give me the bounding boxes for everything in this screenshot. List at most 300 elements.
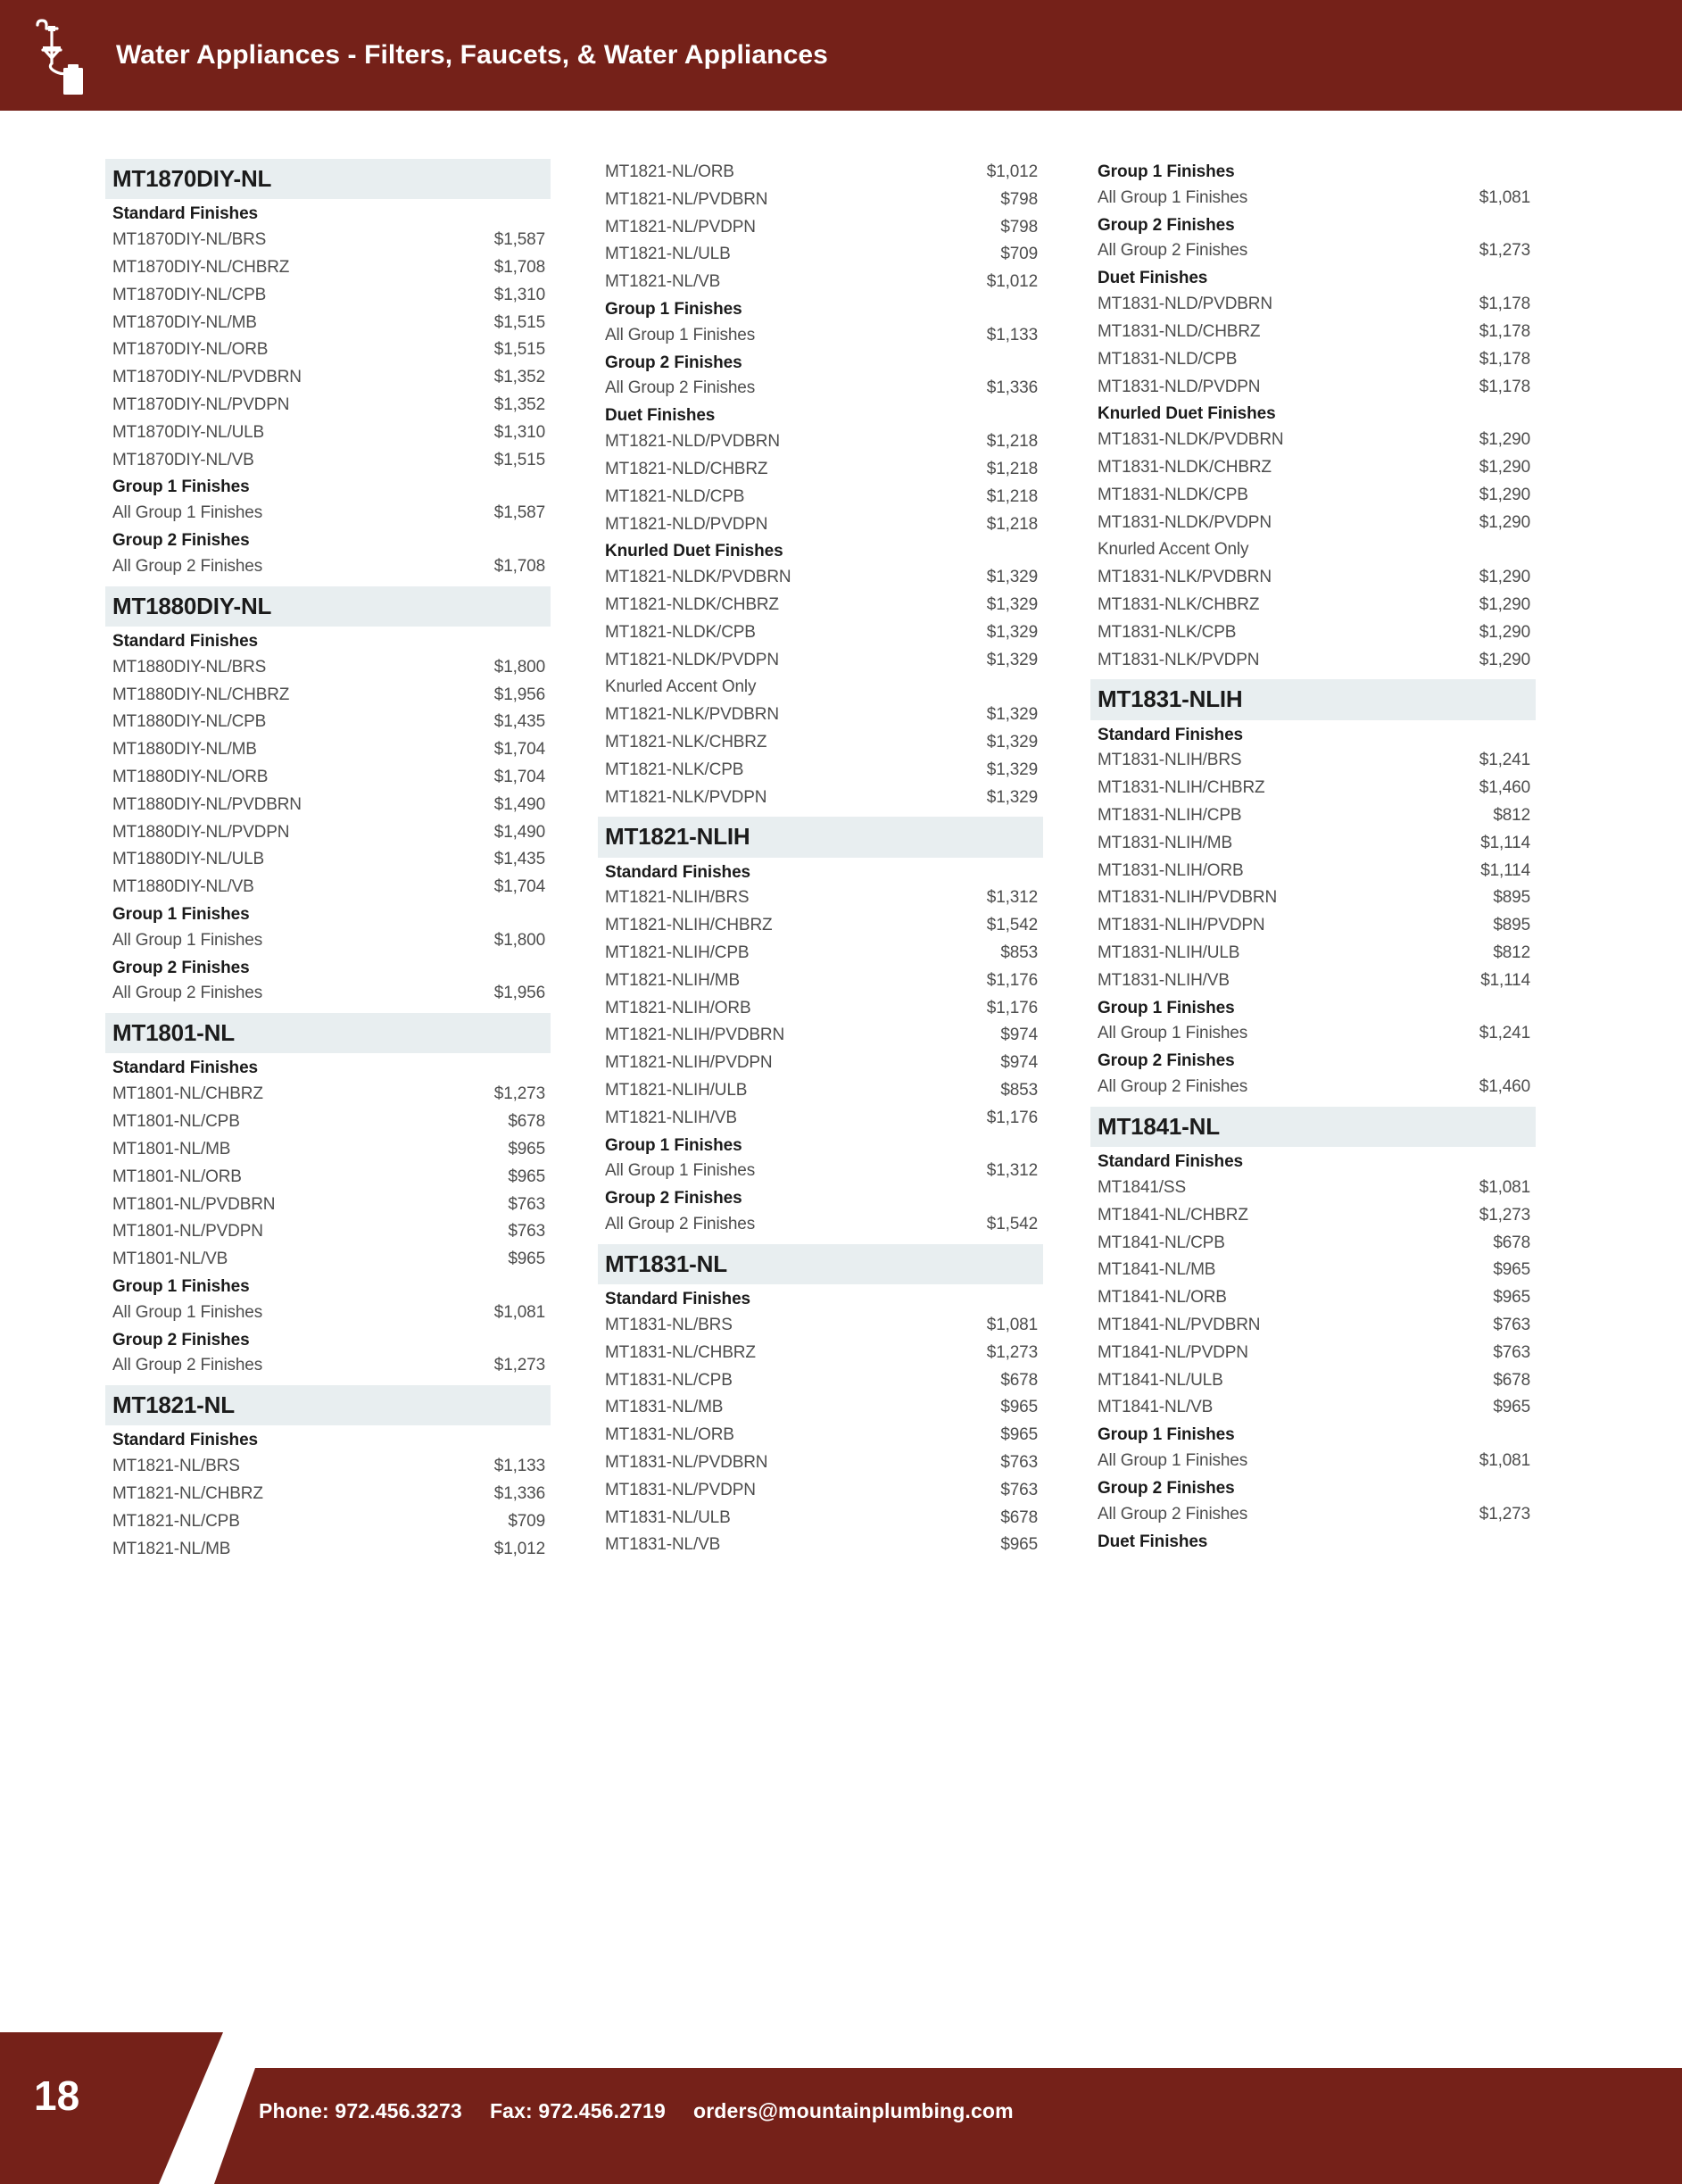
product-price: $1,587 <box>493 230 545 250</box>
product-price: $1,460 <box>1479 778 1530 798</box>
price-row <box>1090 510 1536 537</box>
price-row <box>105 254 551 282</box>
product-sku: MT1831-NLIH/CHBRZ <box>1098 778 1265 798</box>
price-row <box>105 1109 551 1136</box>
product-price: $1,956 <box>493 984 545 1003</box>
price-row <box>1090 427 1536 454</box>
product-sku: MT1831-NL/PVDPN <box>605 1480 756 1499</box>
product-sku: MT1831-NLIH/PVDBRN <box>1098 888 1278 908</box>
price-column-3-inner <box>1090 159 1536 2055</box>
product-sku: MT1821-NL/ORB <box>605 162 734 181</box>
price-row <box>598 757 1043 785</box>
price-row <box>598 1158 1043 1185</box>
product-sku: MT1831-NL/BRS <box>605 1316 733 1335</box>
price-row <box>598 456 1043 484</box>
product-price: $853 <box>1000 943 1038 963</box>
finish-group-header: Group 2 Finishes <box>112 1330 250 1349</box>
price-row <box>598 729 1043 757</box>
product-price: $798 <box>1000 189 1038 209</box>
product-sku: MT1841-NL/PVDPN <box>1098 1342 1248 1362</box>
price-row <box>105 1300 551 1327</box>
product-price: $678 <box>1493 1370 1530 1390</box>
product-sku: MT1831-NLK/PVDPN <box>1098 650 1260 669</box>
product-sku: MT1821-NLDK/CHBRZ <box>605 594 779 614</box>
product-sku: MT1801-NL/CPB <box>112 1112 240 1132</box>
product-price: $1,012 <box>986 272 1038 292</box>
product-price: $1,273 <box>1479 1205 1530 1225</box>
product-price: $1,290 <box>1479 430 1530 450</box>
price-row <box>1090 482 1536 510</box>
product-sku: MT1880DIY-NL/CPB <box>112 712 267 732</box>
price-row <box>1090 319 1536 346</box>
finish-group-header: Group 2 Finishes <box>112 958 250 977</box>
product-sku: All Group 1 Finishes <box>1098 1024 1248 1043</box>
product-sku: MT1841-NL/MB <box>1098 1260 1216 1280</box>
price-row <box>1090 1202 1536 1230</box>
price-row <box>105 336 551 364</box>
price-row <box>1090 237 1536 265</box>
price-row <box>105 419 551 447</box>
price-row <box>598 322 1043 350</box>
product-price: $1,460 <box>1479 1077 1530 1097</box>
product-sku: MT1821-NLD/PVDPN <box>605 514 768 534</box>
product-sku: MT1831-NL/CPB <box>605 1370 733 1390</box>
model-section-header: MT1821-NL <box>105 1385 551 1425</box>
model-section-header: MT1880DIY-NL <box>105 586 551 627</box>
product-price: $965 <box>1493 1288 1530 1308</box>
product-sku: All Group 1 Finishes <box>112 1302 263 1322</box>
product-price: $1,273 <box>493 1084 545 1104</box>
finish-note: Knurled Accent Only <box>1098 540 1249 560</box>
price-row <box>1090 291 1536 319</box>
price-column-1-inner <box>105 159 551 2055</box>
product-sku: MT1801-NL/MB <box>112 1139 231 1158</box>
product-sku: MT1821-NL/ULB <box>605 245 731 264</box>
product-sku: MT1870DIY-NL/CPB <box>112 285 267 304</box>
finish-group-header: Knurled Duet Finishes <box>605 542 783 561</box>
price-row <box>105 682 551 710</box>
price-row <box>105 736 551 764</box>
finish-group-header: Group 2 Finishes <box>1098 215 1235 235</box>
price-row <box>105 819 551 847</box>
price-row <box>1090 1501 1536 1529</box>
price-row <box>105 1352 551 1380</box>
phone-label: Phone: 972.456.3273 <box>259 2099 462 2122</box>
product-sku: MT1831-NL/MB <box>605 1398 724 1417</box>
product-sku: MT1801-NL/ORB <box>112 1167 242 1186</box>
finish-group-header: Duet Finishes <box>1098 269 1208 288</box>
price-row <box>1090 967 1536 995</box>
product-sku: MT1831-NL/VB <box>605 1535 721 1555</box>
product-price: $1,290 <box>1479 650 1530 669</box>
product-price: $812 <box>1493 943 1530 963</box>
product-sku: MT1831-NLD/CPB <box>1098 349 1238 369</box>
price-row <box>105 927 551 955</box>
price-row <box>598 484 1043 511</box>
finish-group-header: Group 1 Finishes <box>1098 162 1235 181</box>
product-price: $678 <box>1000 1507 1038 1527</box>
product-price: $678 <box>1000 1370 1038 1390</box>
product-sku: MT1821-NLIH/CPB <box>605 943 750 963</box>
product-sku: MT1801-NL/PVDPN <box>112 1222 263 1241</box>
product-sku: MT1821-NLK/CPB <box>605 760 744 779</box>
price-row <box>598 702 1043 729</box>
price-row <box>1090 830 1536 858</box>
price-row <box>598 592 1043 619</box>
price-row <box>598 1532 1043 1559</box>
price-row <box>105 980 551 1008</box>
price-row <box>1090 1340 1536 1367</box>
price-row <box>105 1508 551 1536</box>
finish-group-header: Group 1 Finishes <box>112 477 250 497</box>
product-sku: All Group 1 Finishes <box>605 1161 756 1181</box>
product-price: $1,114 <box>1480 970 1530 990</box>
product-sku: MT1821-NLIH/PVDPN <box>605 1053 773 1073</box>
email-label[interactable]: orders@mountainplumbing.com <box>693 2099 1014 2122</box>
product-price: $965 <box>1493 1260 1530 1280</box>
product-sku: All Group 2 Finishes <box>1098 1077 1248 1097</box>
price-row <box>105 764 551 792</box>
product-price: $1,704 <box>493 877 545 897</box>
product-sku: MT1880DIY-NL/PVDBRN <box>112 794 302 814</box>
product-price: $1,176 <box>986 998 1038 1017</box>
finish-group-header: Group 1 Finishes <box>1098 1425 1235 1445</box>
product-price: $965 <box>1000 1425 1038 1445</box>
product-price: $1,290 <box>1479 568 1530 587</box>
price-row <box>1090 1230 1536 1258</box>
finish-group-header: Standard Finishes <box>1098 1152 1244 1172</box>
product-price: $1,081 <box>493 1302 545 1322</box>
price-row <box>105 282 551 310</box>
product-price: $1,178 <box>1479 349 1530 369</box>
product-price: $1,329 <box>986 594 1038 614</box>
price-row <box>598 995 1043 1023</box>
product-sku: MT1880DIY-NL/BRS <box>112 657 267 677</box>
product-price: $798 <box>1000 217 1038 237</box>
product-sku: MT1870DIY-NL/ORB <box>112 340 269 360</box>
product-price: $1,336 <box>493 1484 545 1504</box>
finish-group-header: Group 1 Finishes <box>112 1276 250 1296</box>
product-sku: MT1821-NLK/PVDBRN <box>605 705 779 725</box>
price-row <box>598 647 1043 675</box>
product-price: $1,336 <box>986 378 1038 398</box>
price-row <box>598 241 1043 269</box>
product-price: $1,176 <box>986 970 1038 990</box>
product-sku: MT1821-NLD/CPB <box>605 486 745 506</box>
product-sku: MT1841-NL/ULB <box>1098 1370 1223 1390</box>
price-row <box>1090 1448 1536 1475</box>
product-price: $1,273 <box>1479 1504 1530 1524</box>
product-sku: MT1831-NL/CHBRZ <box>605 1342 756 1362</box>
price-row <box>598 940 1043 967</box>
product-price: $1,800 <box>493 930 545 950</box>
product-price: $763 <box>1493 1316 1530 1335</box>
price-row <box>598 159 1043 187</box>
price-row <box>105 874 551 901</box>
product-sku: MT1821-NL/BRS <box>112 1457 240 1476</box>
product-price: $965 <box>508 1139 545 1158</box>
product-price: $1,081 <box>1479 1451 1530 1471</box>
product-price: $1,133 <box>493 1457 545 1476</box>
price-row <box>105 1246 551 1274</box>
product-sku: MT1831-NLDK/PVDPN <box>1098 512 1272 532</box>
product-sku: MT1831-NLDK/CPB <box>1098 485 1248 504</box>
page-footer <box>0 2032 1682 2184</box>
price-row <box>598 1394 1043 1422</box>
price-row <box>105 553 551 581</box>
product-price: $1,490 <box>493 822 545 842</box>
price-row <box>1090 454 1536 482</box>
price-row <box>598 1367 1043 1395</box>
product-price: $1,800 <box>493 657 545 677</box>
price-row <box>105 447 551 475</box>
product-price: $1,708 <box>493 257 545 277</box>
product-price: $1,515 <box>493 340 545 360</box>
product-price: $1,329 <box>986 568 1038 587</box>
price-row <box>105 1136 551 1164</box>
price-row <box>105 364 551 392</box>
product-sku: MT1821-NLIH/MB <box>605 970 740 990</box>
product-price: $678 <box>1493 1233 1530 1252</box>
price-row <box>598 269 1043 296</box>
product-price: $1,114 <box>1480 833 1530 852</box>
price-row <box>105 310 551 337</box>
product-sku: MT1821-NLK/PVDPN <box>605 787 767 807</box>
price-row <box>1090 619 1536 647</box>
product-sku: All Group 1 Finishes <box>112 930 263 950</box>
product-sku: MT1821-NLIH/ORB <box>605 998 751 1017</box>
price-row <box>1090 1074 1536 1101</box>
product-price: $1,273 <box>986 1342 1038 1362</box>
product-sku: All Group 1 Finishes <box>1098 1451 1248 1471</box>
product-sku: MT1821-NLIH/ULB <box>605 1081 748 1100</box>
product-sku: MT1801-NL/PVDBRN <box>112 1194 276 1214</box>
price-row <box>1090 1312 1536 1340</box>
price-row <box>598 428 1043 456</box>
price-row <box>598 1422 1043 1449</box>
product-price: $1,435 <box>493 712 545 732</box>
product-price: $763 <box>1000 1480 1038 1499</box>
product-price: $1,081 <box>1479 1178 1530 1198</box>
finish-group-header: Group 1 Finishes <box>112 904 250 924</box>
price-row <box>1090 775 1536 802</box>
model-section-header: MT1831-NLIH <box>1090 679 1536 719</box>
product-sku: All Group 2 Finishes <box>112 984 263 1003</box>
product-price: $1,704 <box>493 767 545 786</box>
product-sku: MT1880DIY-NL/CHBRZ <box>112 685 290 704</box>
price-row <box>1090 346 1536 374</box>
price-row <box>1090 592 1536 619</box>
price-row <box>105 1192 551 1219</box>
product-sku: MT1831-NLIH/ORB <box>1098 860 1244 880</box>
water-filter-faucet-icon <box>25 14 89 96</box>
product-price: $763 <box>508 1222 545 1241</box>
price-row <box>598 214 1043 242</box>
price-row <box>105 846 551 874</box>
product-sku: All Group 2 Finishes <box>112 556 263 576</box>
price-row <box>598 1077 1043 1105</box>
price-row <box>598 1050 1043 1077</box>
price-row <box>105 1164 551 1192</box>
product-sku: MT1870DIY-NL/PVDPN <box>112 394 290 414</box>
product-price: $895 <box>1493 916 1530 935</box>
product-sku: MT1880DIY-NL/ORB <box>112 767 269 786</box>
product-price: $1,329 <box>986 732 1038 752</box>
finish-group-header: Duet Finishes <box>1098 1532 1208 1551</box>
product-price: $1,435 <box>493 850 545 869</box>
finish-group-header: Standard Finishes <box>605 862 751 882</box>
product-price: $1,542 <box>986 916 1038 935</box>
price-row <box>105 1081 551 1109</box>
product-price: $895 <box>1493 888 1530 908</box>
product-sku: MT1880DIY-NL/ULB <box>112 850 265 869</box>
model-section-header: MT1841-NL <box>1090 1107 1536 1147</box>
product-price: $1,352 <box>493 394 545 414</box>
product-price: $1,081 <box>986 1316 1038 1335</box>
price-row <box>598 1505 1043 1532</box>
product-price: $1,273 <box>1479 241 1530 261</box>
product-sku: MT1880DIY-NL/VB <box>112 877 254 897</box>
product-sku: MT1821-NLDK/PVDBRN <box>605 568 791 587</box>
product-sku: MT1801-NL/CHBRZ <box>112 1084 263 1104</box>
product-price: $763 <box>508 1194 545 1214</box>
finish-group-header: Group 1 Finishes <box>605 1135 742 1155</box>
product-price: $1,114 <box>1480 860 1530 880</box>
product-price: $965 <box>508 1250 545 1269</box>
fax-label: Fax: 972.456.2719 <box>489 2099 666 2122</box>
product-price: $1,515 <box>493 312 545 332</box>
product-price: $1,133 <box>986 325 1038 345</box>
product-sku: MT1821-NLDK/PVDPN <box>605 650 779 669</box>
product-price: $1,352 <box>493 368 545 387</box>
product-sku: MT1831-NLK/CHBRZ <box>1098 594 1260 614</box>
finish-group-header: Duet Finishes <box>605 406 716 426</box>
price-row <box>598 619 1043 647</box>
product-sku: All Group 2 Finishes <box>1098 1504 1248 1524</box>
product-price: $1,178 <box>1479 295 1530 314</box>
product-sku: MT1841-NL/PVDBRN <box>1098 1316 1261 1335</box>
price-row <box>1090 858 1536 885</box>
price-row <box>1090 564 1536 592</box>
product-price: $974 <box>1000 1053 1038 1073</box>
finish-group-header: Group 2 Finishes <box>605 1189 742 1208</box>
price-row <box>1090 647 1536 675</box>
product-price: $853 <box>1000 1081 1038 1100</box>
model-section-header: MT1821-NLIH <box>598 817 1043 857</box>
price-row <box>105 1536 551 1564</box>
product-sku: MT1821-NLDK/CPB <box>605 622 756 642</box>
product-price: $1,176 <box>986 1108 1038 1127</box>
price-row <box>598 187 1043 214</box>
price-row <box>1090 1175 1536 1202</box>
product-sku: All Group 2 Finishes <box>112 1356 263 1375</box>
finish-group-header: Group 2 Finishes <box>112 530 250 550</box>
price-row <box>105 709 551 736</box>
product-price: $1,241 <box>1479 751 1530 770</box>
product-sku: MT1831-NLIH/ULB <box>1098 943 1240 963</box>
product-price: $974 <box>1000 1026 1038 1045</box>
price-column-2-inner <box>598 159 1043 2055</box>
product-sku: MT1831-NLDK/PVDBRN <box>1098 430 1284 450</box>
page-number: 18 <box>34 2072 80 2119</box>
product-sku: MT1831-NLDK/CHBRZ <box>1098 457 1272 477</box>
product-price: $1,012 <box>986 162 1038 181</box>
product-sku: All Group 1 Finishes <box>605 325 756 345</box>
product-sku: MT1880DIY-NL/MB <box>112 740 257 760</box>
price-row <box>105 500 551 527</box>
product-sku: MT1821-NLK/CHBRZ <box>605 732 767 752</box>
product-price: $1,218 <box>986 432 1038 452</box>
product-price: $763 <box>1000 1453 1038 1473</box>
product-price: $763 <box>1493 1342 1530 1362</box>
price-row <box>598 884 1043 912</box>
product-price: $1,290 <box>1479 622 1530 642</box>
product-sku: MT1821-NL/VB <box>605 272 721 292</box>
product-sku: MT1831-NLD/PVDPN <box>1098 377 1261 396</box>
price-row <box>1090 1257 1536 1284</box>
price-row <box>1090 912 1536 940</box>
price-row <box>1090 1394 1536 1422</box>
product-sku: MT1831-NLK/PVDBRN <box>1098 568 1272 587</box>
price-row <box>1090 1020 1536 1048</box>
price-row <box>598 1312 1043 1340</box>
product-price: $1,310 <box>493 285 545 304</box>
product-sku: All Group 2 Finishes <box>605 1215 756 1234</box>
price-row <box>598 967 1043 995</box>
product-sku: MT1870DIY-NL/ULB <box>112 422 265 442</box>
price-row <box>105 1453 551 1481</box>
product-sku: MT1821-NLD/PVDBRN <box>605 432 780 452</box>
finish-note: Knurled Accent Only <box>605 677 757 697</box>
product-sku: MT1831-NLIH/CPB <box>1098 806 1242 826</box>
price-row <box>1090 747 1536 775</box>
product-sku: MT1831-NLIH/VB <box>1098 970 1230 990</box>
finish-group-header: Standard Finishes <box>1098 725 1244 744</box>
price-row <box>1090 884 1536 912</box>
product-price: $1,704 <box>493 740 545 760</box>
product-sku: MT1841-NL/CHBRZ <box>1098 1205 1248 1225</box>
product-price: $1,708 <box>493 556 545 576</box>
product-price: $1,178 <box>1479 321 1530 341</box>
finish-group-header: Group 2 Finishes <box>605 353 742 372</box>
product-price: $1,329 <box>986 622 1038 642</box>
product-price: $1,290 <box>1479 594 1530 614</box>
product-sku: MT1831-NLIH/PVDPN <box>1098 916 1265 935</box>
price-row <box>598 1449 1043 1477</box>
product-sku: All Group 2 Finishes <box>1098 241 1248 261</box>
product-sku: MT1841-NL/CPB <box>1098 1233 1225 1252</box>
price-row <box>105 1481 551 1508</box>
price-row <box>1090 940 1536 967</box>
product-price: $709 <box>508 1511 545 1531</box>
finish-group-header: Standard Finishes <box>112 1059 259 1078</box>
product-price: $1,273 <box>493 1356 545 1375</box>
product-sku: MT1821-NL/CHBRZ <box>112 1484 263 1504</box>
finish-group-header: Knurled Duet Finishes <box>1098 404 1276 424</box>
product-sku: MT1801-NL/VB <box>112 1250 228 1269</box>
price-row <box>598 1211 1043 1239</box>
price-row <box>598 1105 1043 1133</box>
price-row <box>598 912 1043 940</box>
product-sku: MT1821-NL/CPB <box>112 1511 240 1531</box>
price-row <box>598 1022 1043 1050</box>
footer-contact-bar <box>214 2068 1682 2184</box>
product-sku: MT1831-NL/ULB <box>605 1507 731 1527</box>
product-price: $1,290 <box>1479 512 1530 532</box>
product-sku: MT1870DIY-NL/VB <box>112 450 254 469</box>
price-row <box>1090 374 1536 402</box>
product-price: $1,587 <box>493 503 545 523</box>
